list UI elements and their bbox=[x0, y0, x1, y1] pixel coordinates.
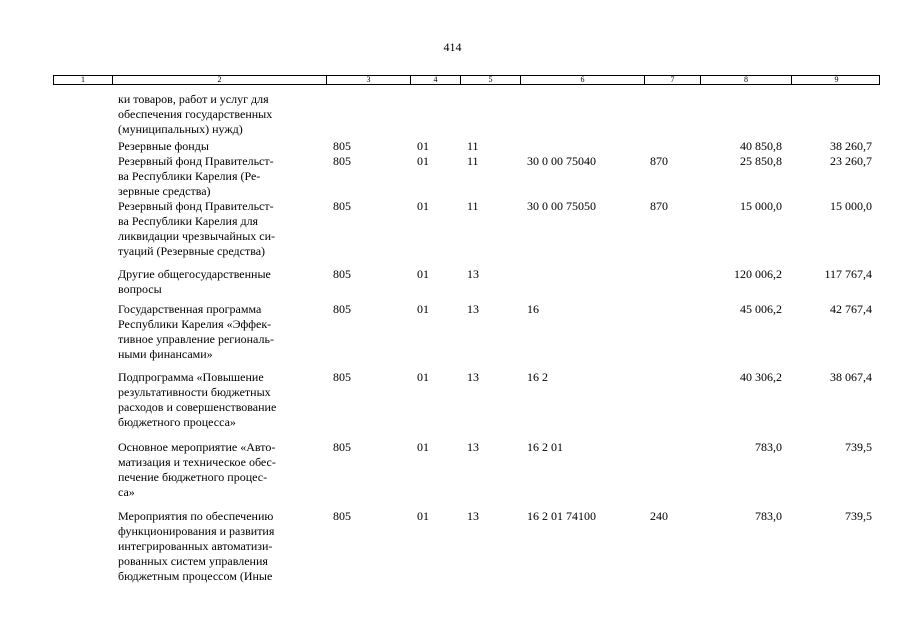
row-col9: 739,5 bbox=[845, 440, 872, 454]
row-col5: 13 bbox=[467, 509, 479, 523]
table-row bbox=[0, 154, 905, 199]
header-cell-1: 1 bbox=[81, 75, 85, 84]
row-col8: 783,0 bbox=[755, 440, 782, 454]
row-col4: 01 bbox=[417, 154, 429, 168]
table-row bbox=[0, 370, 905, 440]
row-col3: 805 bbox=[333, 509, 351, 523]
table-body bbox=[0, 92, 905, 589]
row-col4: 01 bbox=[417, 267, 429, 281]
row-col4: 01 bbox=[417, 139, 429, 153]
table-header bbox=[53, 75, 880, 85]
row-col5: 11 bbox=[467, 199, 479, 213]
row-col6: 16 2 bbox=[527, 370, 548, 384]
row-col4: 01 bbox=[417, 509, 429, 523]
row-col8: 40 850,8 bbox=[740, 139, 782, 153]
row-name: Мероприятия по обеспечению функционирования и развития интегрированных автоматизи- рованных систем управления бюджетным процессом (Иные bbox=[118, 509, 275, 583]
header-cell-8: 8 bbox=[700, 76, 791, 84]
row-col4: 01 bbox=[417, 302, 429, 316]
table-row bbox=[0, 267, 905, 302]
row-col7: 870 bbox=[650, 199, 668, 213]
row-col7: 870 bbox=[650, 154, 668, 168]
row-col8: 783,0 bbox=[755, 509, 782, 523]
row-col6: 30 0 00 75040 bbox=[527, 154, 596, 168]
row-col3: 805 bbox=[333, 440, 351, 454]
row-name: Государственная программа Республики Карелия «Эффек- тивное управление региональ- ными финансами» bbox=[118, 302, 274, 361]
row-col3: 805 bbox=[333, 139, 351, 153]
row-col3: 805 bbox=[333, 154, 351, 168]
row-col4: 01 bbox=[417, 440, 429, 454]
header-cell-3: 3 bbox=[326, 76, 410, 84]
row-col5: 13 bbox=[467, 440, 479, 454]
row-col6: 16 2 01 bbox=[527, 440, 563, 454]
header-cell-6: 6 bbox=[520, 76, 644, 84]
header-cell-9: 9 bbox=[791, 76, 881, 84]
row-name: Основное мероприятие «Авто- матизация и техническое обес- печение бюджетного процес- са» bbox=[118, 440, 276, 499]
header-cell-7: 7 bbox=[644, 76, 700, 84]
row-name: Резервный фонд Правительст- ва Республики Карелия (Ре- зервные средства) bbox=[118, 154, 274, 198]
row-col7: 240 bbox=[650, 509, 668, 523]
row-col9: 23 260,7 bbox=[830, 154, 872, 168]
row-name: Резервный фонд Правительст- ва Республики Карелия для ликвидации чрезвычайных си- туаций (Резервные средства) bbox=[118, 199, 276, 258]
row-name: Другие общегосударственные вопросы bbox=[118, 267, 271, 296]
row-col9: 38 067,4 bbox=[830, 370, 872, 384]
row-col5: 13 bbox=[467, 267, 479, 281]
row-col8: 40 306,2 bbox=[740, 370, 782, 384]
row-col9: 117 767,4 bbox=[824, 267, 872, 281]
table-row bbox=[0, 199, 905, 267]
row-col5: 11 bbox=[467, 139, 479, 153]
row-name: Подпрограмма «Повышение результативности бюджетных расходов и совершенствование бюджетного процесса» bbox=[118, 370, 277, 429]
row-col9: 15 000,0 bbox=[830, 199, 872, 213]
row-col8: 15 000,0 bbox=[740, 199, 782, 213]
row-col3: 805 bbox=[333, 199, 351, 213]
row-col6: 16 2 01 74100 bbox=[527, 509, 596, 523]
row-name: Резервные фонды bbox=[118, 139, 209, 153]
row-col5: 13 bbox=[467, 370, 479, 384]
row-col8: 120 006,2 bbox=[734, 267, 782, 281]
row-col9: 739,5 bbox=[845, 509, 872, 523]
row-col3: 805 bbox=[333, 370, 351, 384]
row-col9: 42 767,4 bbox=[830, 302, 872, 316]
table-row bbox=[0, 509, 905, 589]
row-col8: 45 006,2 bbox=[740, 302, 782, 316]
row-col6: 30 0 00 75050 bbox=[527, 199, 596, 213]
row-col4: 01 bbox=[417, 370, 429, 384]
header-cell-4: 4 bbox=[410, 76, 460, 84]
header-cell-2: 2 bbox=[112, 76, 326, 84]
row-col6: 16 bbox=[527, 302, 539, 316]
row-col9: 38 260,7 bbox=[830, 139, 872, 153]
row-col8: 25 850,8 bbox=[740, 154, 782, 168]
row-col3: 805 bbox=[333, 267, 351, 281]
table-row bbox=[0, 92, 905, 139]
header-cell-5: 5 bbox=[460, 76, 520, 84]
row-col4: 01 bbox=[417, 199, 429, 213]
row-col3: 805 bbox=[333, 302, 351, 316]
table-row bbox=[0, 302, 905, 370]
row-name: ки товаров, работ и услуг для обеспечения государственных (муниципальных) нужд) bbox=[118, 92, 273, 136]
row-col5: 11 bbox=[467, 154, 479, 168]
table-row bbox=[0, 440, 905, 509]
row-col5: 13 bbox=[467, 302, 479, 316]
table-row bbox=[0, 139, 905, 154]
page-number: 414 bbox=[443, 40, 462, 54]
